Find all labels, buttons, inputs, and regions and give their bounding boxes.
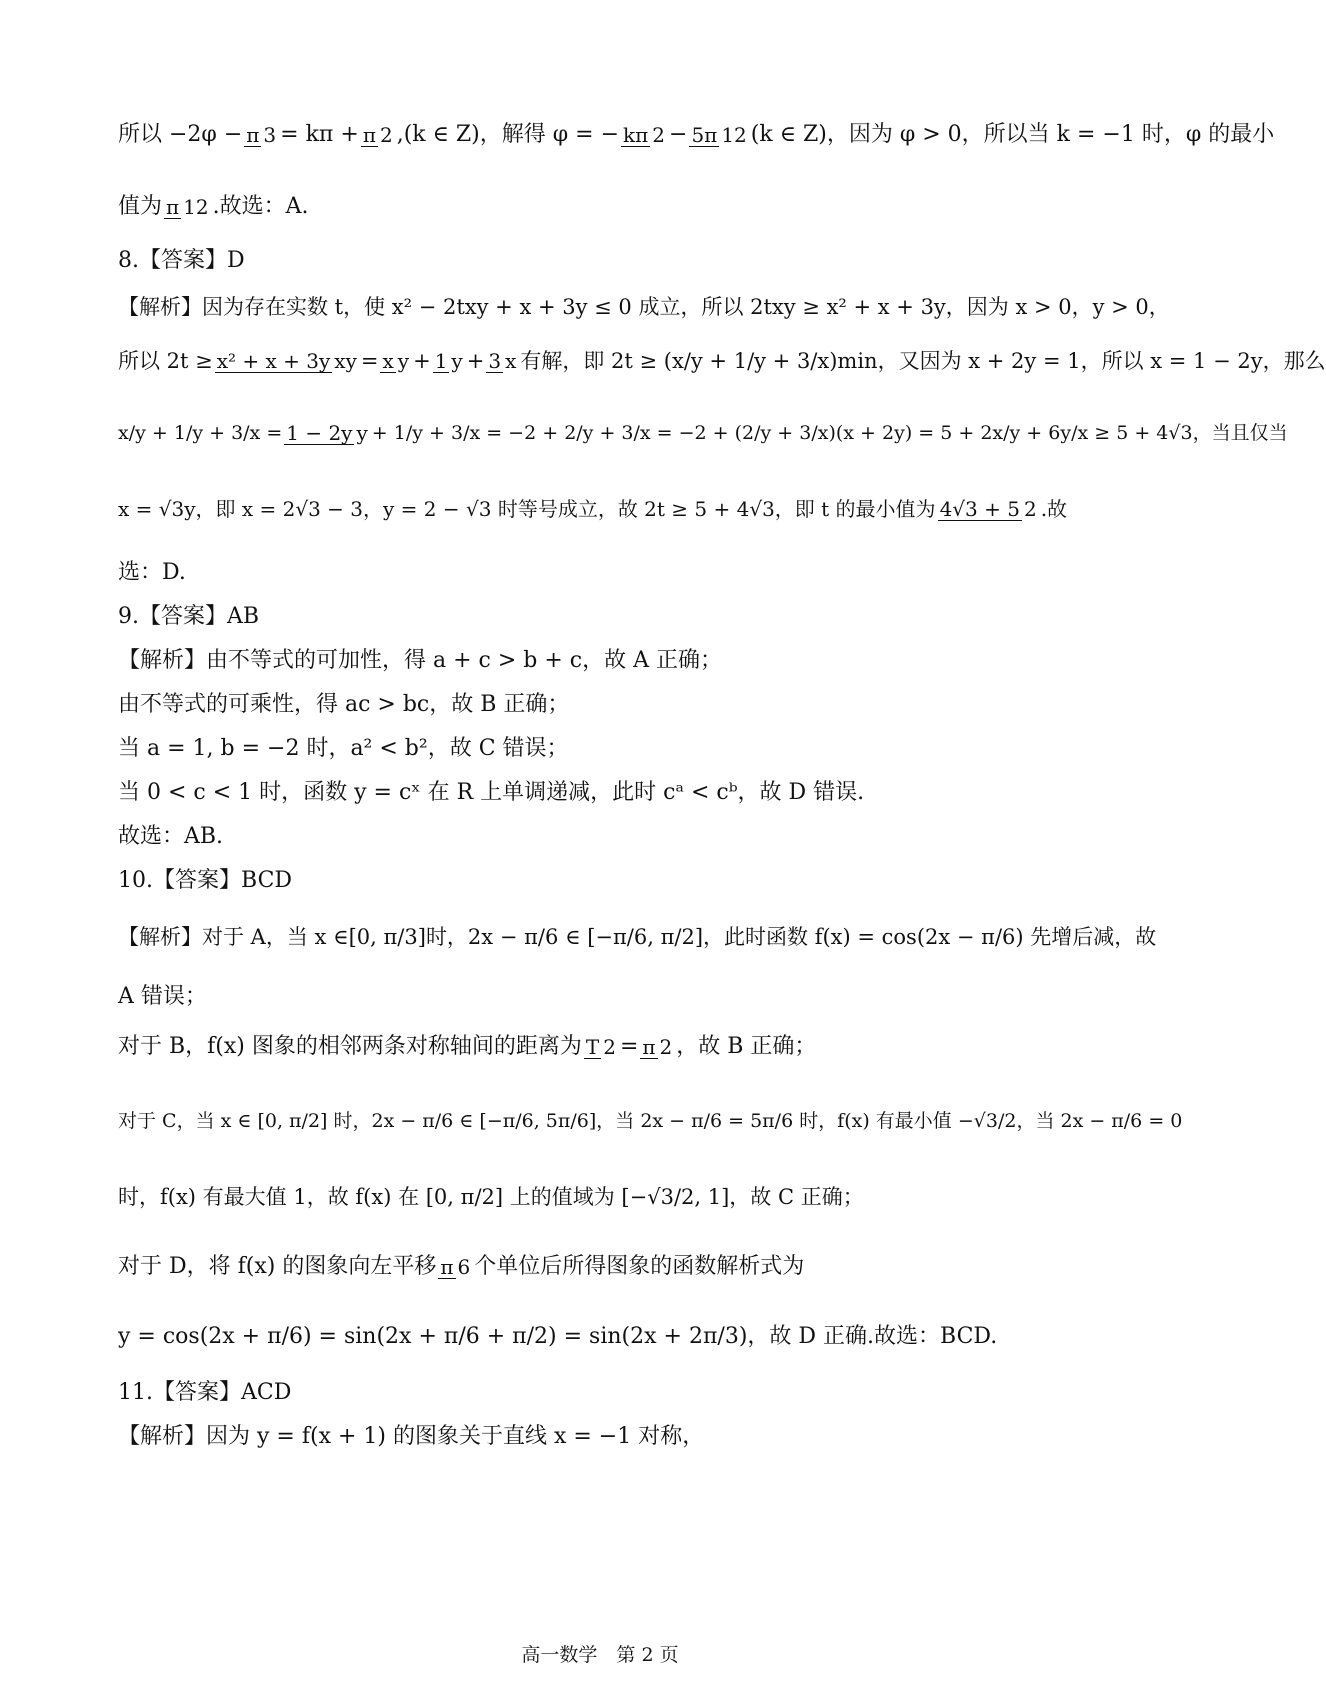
- solution-line-1: 所以 −2φ − π 3 = kπ + π 2 ,(k ∈ Z)，解得 φ = − kπ 2 − 5π 12 (k ∈ Z)，因为 φ > 0，所以当 k = −1 时，φ 的最小: [118, 122, 1275, 147]
- solution-line-11: 由不等式的可乘性，得 ac > bc，故 B 正确；: [118, 692, 570, 717]
- solution-line-24: 【解析】因为 y = f(x + 1) 的图象关于直线 x = −1 对称，: [118, 1424, 705, 1449]
- page-footer: 高一数学 第 2 页: [521, 1644, 679, 1666]
- fraction: π 6: [440, 1254, 471, 1279]
- solution-line-19: 对于 C，当 x ∈ [0, π/2] 时，2x − π/6 ∈ [−π/6, 5π/6]，当 2x − π/6 = 5π/6 时，f(x) 有最小值 −√3/2，当 2x − π/6 = 0: [118, 1110, 1183, 1132]
- answer-heading-9: 9.【答案】AB: [118, 604, 260, 629]
- fraction: T 2: [585, 1034, 616, 1059]
- answer-heading-8: 8.【答案】D: [118, 248, 245, 273]
- solution-line-21: 对于 D，将 f(x) 的图象向左平移 π 6 个单位后所得图象的函数解析式为: [118, 1254, 805, 1279]
- fraction: 1 − 2y y: [286, 420, 368, 445]
- answer-heading-10: 10.【答案】BCD: [118, 868, 293, 893]
- solution-line-8: 选：D.: [118, 560, 186, 585]
- fraction: kπ 2: [623, 122, 666, 147]
- solution-line-5: 所以 2t ≥ x² + x + 3y xy = x y + 1 y + 3 x 有解，即 2t ≥ (x/y + 1/y + 3/x)min，又因为 x + 2y = 1，所以 x = 1 − 2y，那么: [118, 348, 1326, 373]
- answer-heading-11: 11.【答案】ACD: [118, 1380, 292, 1405]
- solution-line-14: 故选：AB.: [118, 824, 224, 849]
- solution-line-10: 【解析】由不等式的可加性，得 a + c > b + c，故 A 正确；: [118, 648, 722, 673]
- solution-line-17: A 错误；: [118, 984, 207, 1009]
- solution-line-16: 【解析】对于 A，当 x ∈ [0, π/3] 时，2x − π/6 ∈ [−π/6, π/2]，此时函数 f(x) = cos(2x − π/6) 先增后减，故: [118, 925, 1157, 949]
- solution-line-2: 值为 π 12 .故选：A.: [118, 194, 309, 219]
- solution-line-7: x = √3y，即 x = 2√3 − 3，y = 2 − √3 时等号成立，故 2t ≥ 5 + 4√3，即 t 的最小值为 4√3 + 5 2 .故: [118, 496, 1068, 521]
- fraction: x² + x + 3y xy: [216, 348, 357, 373]
- fraction: x y: [382, 348, 410, 373]
- solution-line-13: 当 0 < c < 1 时，函数 y = cˣ 在 R 上单调递减，此时 cᵃ < cᵇ，故 D 错误.: [118, 780, 865, 805]
- solution-line-12: 当 a = 1, b = −2 时，a² < b²，故 C 错误；: [118, 736, 569, 761]
- solution-line-18: 对于 B，f(x) 图象的相邻两条对称轴间的距离为 T 2 = π 2 ，故 B 正确；: [118, 1034, 817, 1059]
- fraction: 1 y: [434, 348, 463, 373]
- fraction: π 12: [166, 194, 209, 219]
- solution-line-6: x/y + 1/y + 3/x = 1 − 2y y + 1/y + 3/x = −2 + 2/y + 3/x = −2 + (2/y + 3/x)(x + 2y) = 5 + 2x/y + 6y/x ≥ 5 + 4√3，当且仅当: [118, 420, 1288, 445]
- fraction: π 2: [362, 122, 393, 147]
- fraction: 4√3 + 5 2: [939, 496, 1037, 521]
- fraction: 5π 12: [691, 122, 747, 147]
- solution-line-22: y = cos(2x + π/6) = sin(2x + π/6 + π/2) = sin(2x + 2π/3)，故 D 正确.故选：BCD.: [118, 1324, 998, 1349]
- solution-line-4: 【解析】因为存在实数 t，使 x² − 2txy + x + 3y ≤ 0 成立，所以 2txy ≥ x² + x + 3y，因为 x > 0，y > 0，: [118, 295, 1170, 319]
- fraction: 3 x: [488, 348, 517, 373]
- fraction: π 2: [642, 1034, 673, 1059]
- fraction: π 3: [246, 122, 277, 147]
- solution-line-20: 时，f(x) 有最大值 1，故 f(x) 在 [0, π/2] 上的值域为 [−√3/2, 1]，故 C 正确；: [118, 1185, 864, 1209]
